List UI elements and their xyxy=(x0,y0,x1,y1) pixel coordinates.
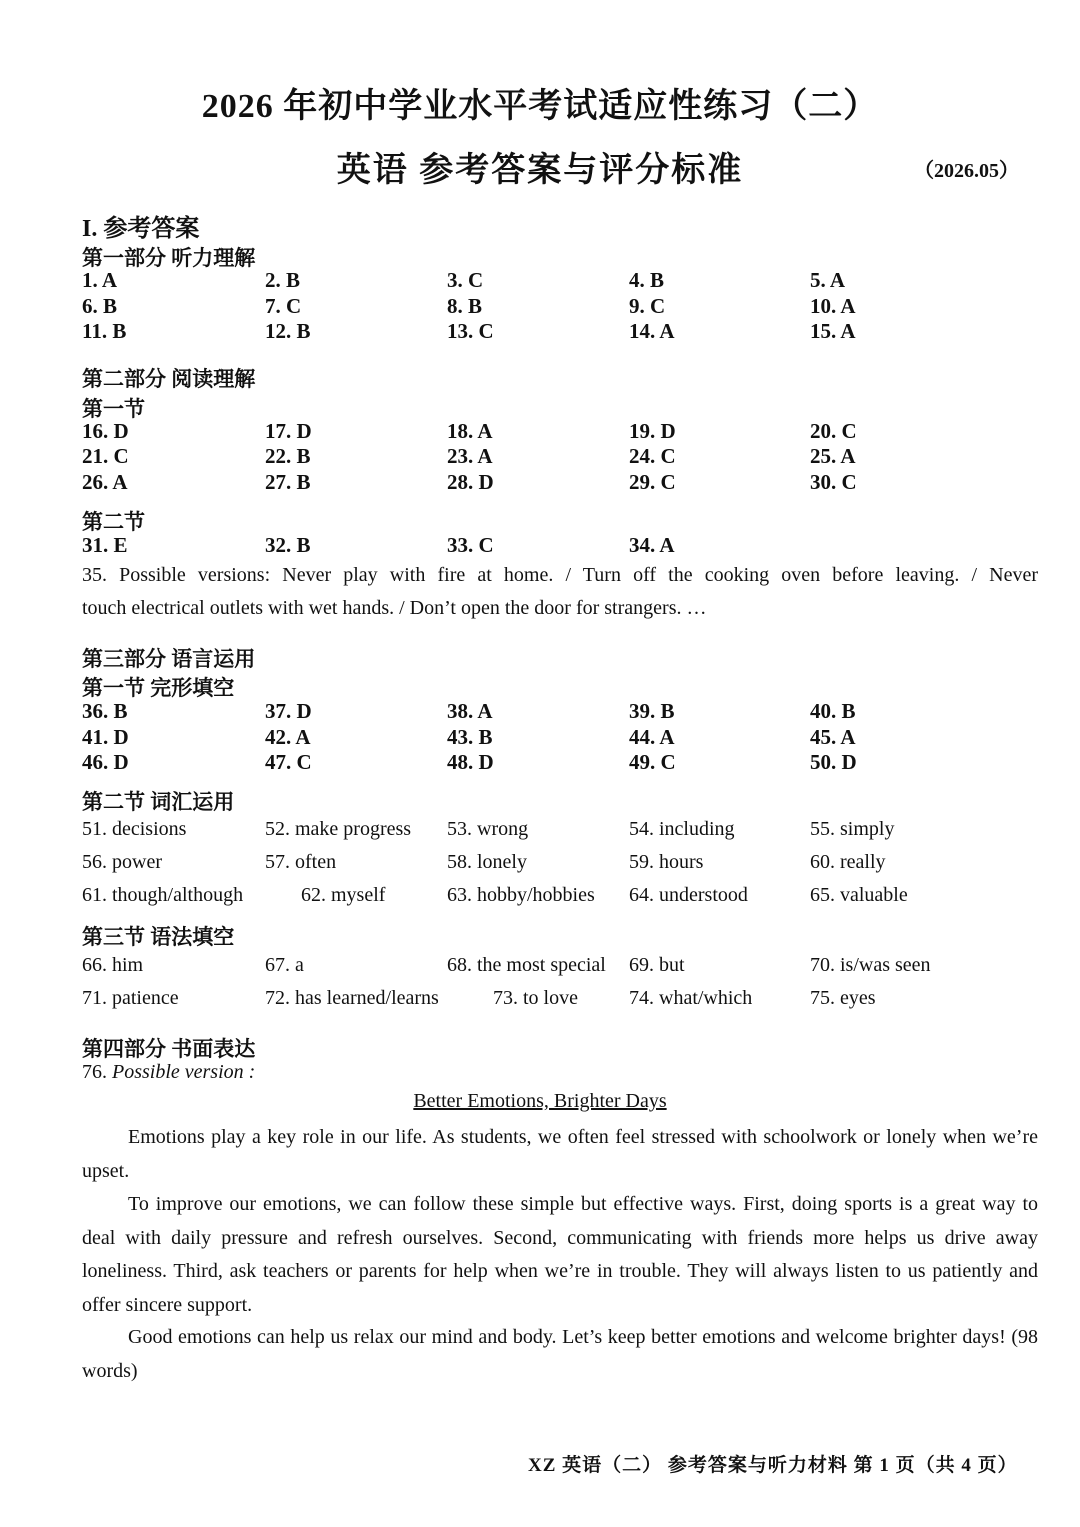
answer-cell: 19. D xyxy=(629,419,676,443)
answer-cell: 21. C xyxy=(82,444,129,468)
exam-date: （2026.05） xyxy=(914,160,1019,182)
answer-cell: 9. C xyxy=(629,294,666,318)
answer-cell: 52. make progress xyxy=(265,818,412,840)
answer-cell: 46. D xyxy=(82,750,129,774)
essay-paragraph: Good emotions can help us relax our mind and body. Let’s keep better emotions and welcome brighter days! (98 words) xyxy=(82,1326,1038,1382)
part4-heading: 第四部分 书面表达 xyxy=(82,1037,256,1061)
answer-cell: 59. hours xyxy=(629,851,704,873)
answer-cell: 49. C xyxy=(629,750,676,774)
answer-cell: 74. what/which xyxy=(629,987,753,1009)
answer-cell: 2. B xyxy=(265,268,301,292)
answer-cell: 38. A xyxy=(447,699,493,723)
essay-paragraph: To improve our emotions, we can follow these simple but effective ways. First, doing sports is a great way to deal with daily pressure and refresh ourselves. Second, communicating with friends more helps us drive away loneliness. Third, ask teachers or parents for help when we’re in trouble. They will always listen to us patiently and offer sincere support. xyxy=(82,1193,1038,1316)
answer-cell: 65. valuable xyxy=(810,884,908,906)
part2-sec2-heading: 第二节 xyxy=(82,510,145,534)
answer-cell: 73. to love xyxy=(493,987,578,1009)
answer-cell: 33. C xyxy=(447,533,494,557)
answer-cell: 3. C xyxy=(447,268,484,292)
answer-cell: 11. B xyxy=(82,319,127,343)
answer-cell: 57. often xyxy=(265,851,337,873)
answer-cell: 70. is/was seen xyxy=(810,954,931,976)
answer-cell: 31. E xyxy=(82,533,128,557)
answer-cell: 30. C xyxy=(810,470,857,494)
answer-cell: 27. B xyxy=(265,470,311,494)
answer-cell: 7. C xyxy=(265,294,302,318)
answer-cell: 6. B xyxy=(82,294,118,318)
answer-cell: 15. A xyxy=(810,319,856,343)
part2-heading: 第二部分 阅读理解 xyxy=(82,367,256,391)
answer-cell: 25. A xyxy=(810,444,856,468)
answer-cell: 5. A xyxy=(810,268,846,292)
essay-paragraph: Emotions play a key role in our life. As students, we often feel stressed with schoolwork or lonely when we’re upset. xyxy=(82,1126,1038,1182)
answer-cell: 22. B xyxy=(265,444,311,468)
answer-cell: 26. A xyxy=(82,470,128,494)
part1-heading: 第一部分 听力理解 xyxy=(82,246,256,270)
q76-version-label: Possible version : xyxy=(112,1061,256,1083)
answer-cell: 24. C xyxy=(629,444,676,468)
page-subtitle: 英语 参考答案与评分标准 xyxy=(336,152,744,189)
answer-cell: 62. myself xyxy=(301,884,386,906)
answer-cell: 50. D xyxy=(810,750,857,774)
answer-cell: 13. C xyxy=(447,319,494,343)
answer-cell: 8. B xyxy=(447,294,483,318)
answer-cell: 10. A xyxy=(810,294,856,318)
answer-cell: 39. B xyxy=(629,699,675,723)
part3-sec1-heading: 第一节 完形填空 xyxy=(82,676,235,700)
answer-cell: 18. A xyxy=(447,419,493,443)
answer-cell: 23. A xyxy=(447,444,493,468)
answer-cell: 37. D xyxy=(265,699,312,723)
section-heading: I. 参考答案 xyxy=(82,216,200,242)
answer-cell: 69. but xyxy=(629,954,685,976)
answer-cell: 45. A xyxy=(810,725,856,749)
page-title: 2026 年初中学业水平考试适应性练习（二） xyxy=(201,88,879,125)
answer-cell: 42. A xyxy=(265,725,311,749)
answer-cell: 60. really xyxy=(810,851,886,873)
essay-title: Better Emotions, Brighter Days xyxy=(413,1090,667,1112)
answer-cell: 72. has learned/learns xyxy=(265,987,439,1009)
answer-cell: 54. including xyxy=(629,818,735,840)
answer-cell: 58. lonely xyxy=(447,851,527,873)
answer-cell: 20. C xyxy=(810,419,857,443)
answer-cell: 12. B xyxy=(265,319,311,343)
answer-cell: 75. eyes xyxy=(810,987,876,1009)
answer-cell: 4. B xyxy=(629,268,665,292)
answer-cell: 36. B xyxy=(82,699,128,723)
part3-sec3-heading: 第三节 语法填空 xyxy=(82,925,235,949)
answer-cell: 63. hobby/hobbies xyxy=(447,884,595,906)
answer-cell: 53. wrong xyxy=(447,818,529,840)
q76-label xyxy=(82,1061,255,1084)
q76-number: 76. xyxy=(82,1061,112,1083)
part2-sec1-heading: 第一节 xyxy=(82,397,145,421)
answer-cell: 17. D xyxy=(265,419,312,443)
answer-cell: 61. though/although xyxy=(82,884,244,906)
answer-cell: 16. D xyxy=(82,419,129,443)
answer-cell: 71. patience xyxy=(82,987,179,1009)
answer-cell: 48. D xyxy=(447,750,494,774)
part3-sec2-heading: 第二节 词汇运用 xyxy=(82,790,235,814)
answer-cell: 55. simply xyxy=(810,818,895,840)
part3-heading: 第三部分 语言运用 xyxy=(82,647,256,671)
q35-answer-line1: 35. Possible versions: Never play with fire at home. / Turn off the cooking oven before leaving. / Never xyxy=(82,564,1038,586)
q35-answer-line2: touch electrical outlets with wet hands. / Don’t open the door for strangers. … xyxy=(82,597,707,619)
page-footer: XZ 英语（二） 参考答案与听力材料 第 1 页（共 4 页） xyxy=(528,1455,1018,1476)
answer-cell: 32. B xyxy=(265,533,311,557)
answer-cell: 43. B xyxy=(447,725,493,749)
answer-cell: 28. D xyxy=(447,470,494,494)
answer-cell: 67. a xyxy=(265,954,304,976)
answer-cell: 47. C xyxy=(265,750,312,774)
answer-cell: 40. B xyxy=(810,699,856,723)
answer-cell: 14. A xyxy=(629,319,675,343)
answer-cell: 44. A xyxy=(629,725,675,749)
answer-cell: 68. the most special xyxy=(447,954,606,976)
answer-cell: 41. D xyxy=(82,725,129,749)
answer-cell: 51. decisions xyxy=(82,818,187,840)
answer-cell: 34. A xyxy=(629,533,675,557)
answer-cell: 64. understood xyxy=(629,884,748,906)
answer-cell: 29. C xyxy=(629,470,676,494)
answer-cell: 56. power xyxy=(82,851,162,873)
answer-cell: 1. A xyxy=(82,268,118,292)
answer-cell: 66. him xyxy=(82,954,144,976)
